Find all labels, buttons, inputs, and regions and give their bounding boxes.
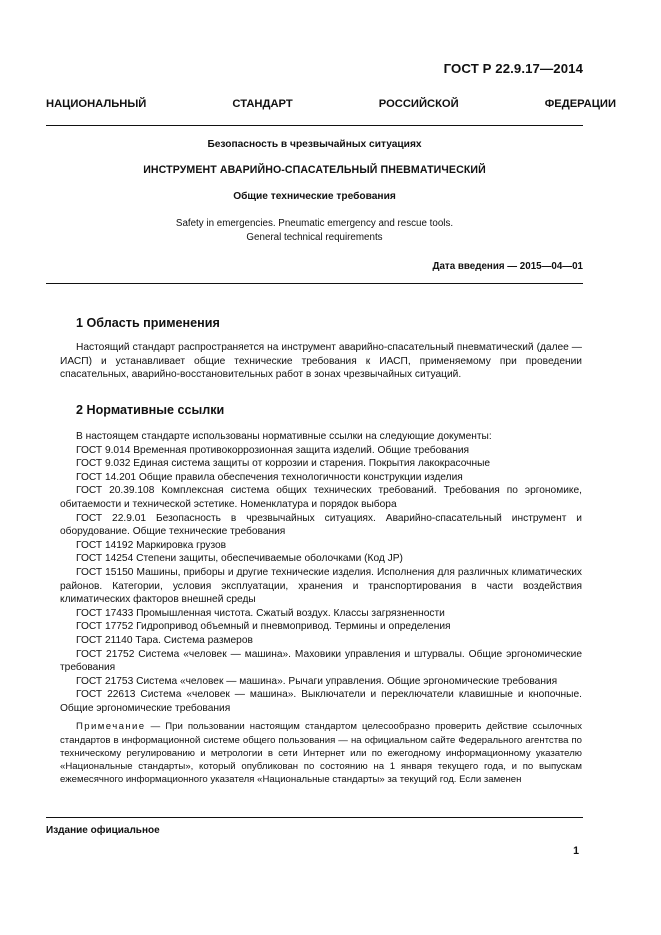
english-title-line-2: General technical requirements: [246, 231, 383, 243]
introduction-date: Дата введения — 2015—04—01: [432, 261, 583, 272]
reference-item: ГОСТ 21140 Тара. Система размеров: [76, 634, 253, 646]
document-subject: Безопасность в чрезвычайных ситуациях: [207, 139, 422, 150]
reference-item: ГОСТ 14254 Степени защиты, обеспечиваемые оболочками (Код JP): [76, 553, 403, 565]
official-edition-label: Издание официальное: [46, 825, 160, 836]
section-1-paragraph: Настоящий стандарт распространяется на инструмент аварийно-спасательный пневматический (далее — ИАСП) и устанавливает общие технические требования к ИАСП, применяемому при проведении спасательных, аварийно-восстановительных работ в зонах чрезвычайных ситуаций.: [60, 342, 582, 381]
reference-text: ГОСТ 21753 Система «человек — машина». Рычаги управления. Общие эргономические требования: [76, 675, 558, 687]
reference-item: [60, 512, 582, 539]
reference-item: [60, 648, 582, 675]
reference-item: ГОСТ 9.032 Единая система защиты от коррозии и старения. Покрытия лакокрасочные: [76, 458, 491, 470]
reference-item: ГОСТ 9.014 Временная противокоррозионная защита изделий. Общие требования: [76, 444, 470, 456]
english-title-line-1: Safety in emergencies. Pneumatic emergency and rescue tools.: [175, 218, 454, 229]
header-divider: [46, 125, 583, 126]
english-title: [46, 217, 583, 244]
section-2-heading: 2 Нормативные ссылки: [76, 403, 225, 417]
reference-text: ГОСТ 20.39.108 Комплексная система общих технических требований. Требования по эргономике, обитаемости и технической эстетике. Номенклатура и порядок выбора: [60, 485, 582, 510]
section-1-heading: 1 Область применения: [76, 316, 220, 330]
standard-code: ГОСТ Р 22.9.17—2014: [443, 61, 583, 76]
reference-text: ГОСТ 15150 Машины, приборы и другие технические изделия. Исполнения для различных климатических районов. Категории, условия эксплуатации, хранения и транспортирования в части воздействия климатических факторов внешней среды: [60, 566, 582, 606]
section-2-body: [60, 430, 582, 786]
reference-item: [60, 484, 582, 511]
note-label: Примечание: [76, 721, 146, 733]
note: [60, 720, 582, 786]
reference-text: ГОСТ 22613 Система «человек — машина». Выключатели и переключатели клавишные и кнопочные. Общие эргономические требования: [60, 689, 582, 714]
reference-item: [60, 566, 582, 607]
reference-text: ГОСТ 21752 Система «человек — машина». Маховики управления и штурвалы. Общие эргономические требования: [60, 648, 582, 674]
note-text: — При пользовании настоящим стандартом целесообразно проверить действие ссылочных стандартов в информационной системе общего пользования — на официальном сайте Федерального агентства по техническому регулированию и метрологии в сети Интернет или по ежегодному информационному указателю «Национальные стандарты», который опубликован по состоянию на 1 января текущего года, и по выпускам ежемесячного информационного указателя «Национальные стандарты» за текущий год. Если заменен: [60, 721, 582, 786]
reference-item: ГОСТ 14192 Маркировка грузов: [76, 539, 227, 551]
document-subtitle: Общие технические требования: [233, 191, 396, 202]
reference-item: [60, 688, 582, 715]
reference-item: ГОСТ 17433 Промышленная чистота. Сжатый воздух. Классы загрязненности: [76, 607, 445, 619]
footer-divider: [46, 817, 583, 818]
reference-item: ГОСТ 14.201 Общие правила обеспечения технологичности конструкции изделия: [76, 471, 463, 483]
page-number: 1: [573, 845, 579, 857]
reference-text: ГОСТ 22.9.01 Безопасность в чрезвычайных ситуациях. Аварийно-спасательный инструмент и оборудование. Общие технические требования: [60, 512, 582, 538]
title-divider: [46, 283, 583, 284]
national-standard-banner: НАЦИОНАЛЬНЫЙ СТАНДАРТ РОССИЙСКОЙ ФЕДЕРАЦИИ: [46, 98, 616, 110]
document-title: ИНСТРУМЕНТ АВАРИЙНО-СПАСАТЕЛЬНЫЙ ПНЕВМАТИЧЕСКИЙ: [143, 164, 486, 176]
reference-item: [60, 675, 582, 689]
reference-item: ГОСТ 17752 Гидропривод объемный и пневмопривод. Термины и определения: [76, 621, 451, 633]
section-1-body: [60, 341, 582, 382]
references-intro: В настоящем стандарте использованы нормативные ссылки на следующие документы:: [76, 431, 492, 442]
